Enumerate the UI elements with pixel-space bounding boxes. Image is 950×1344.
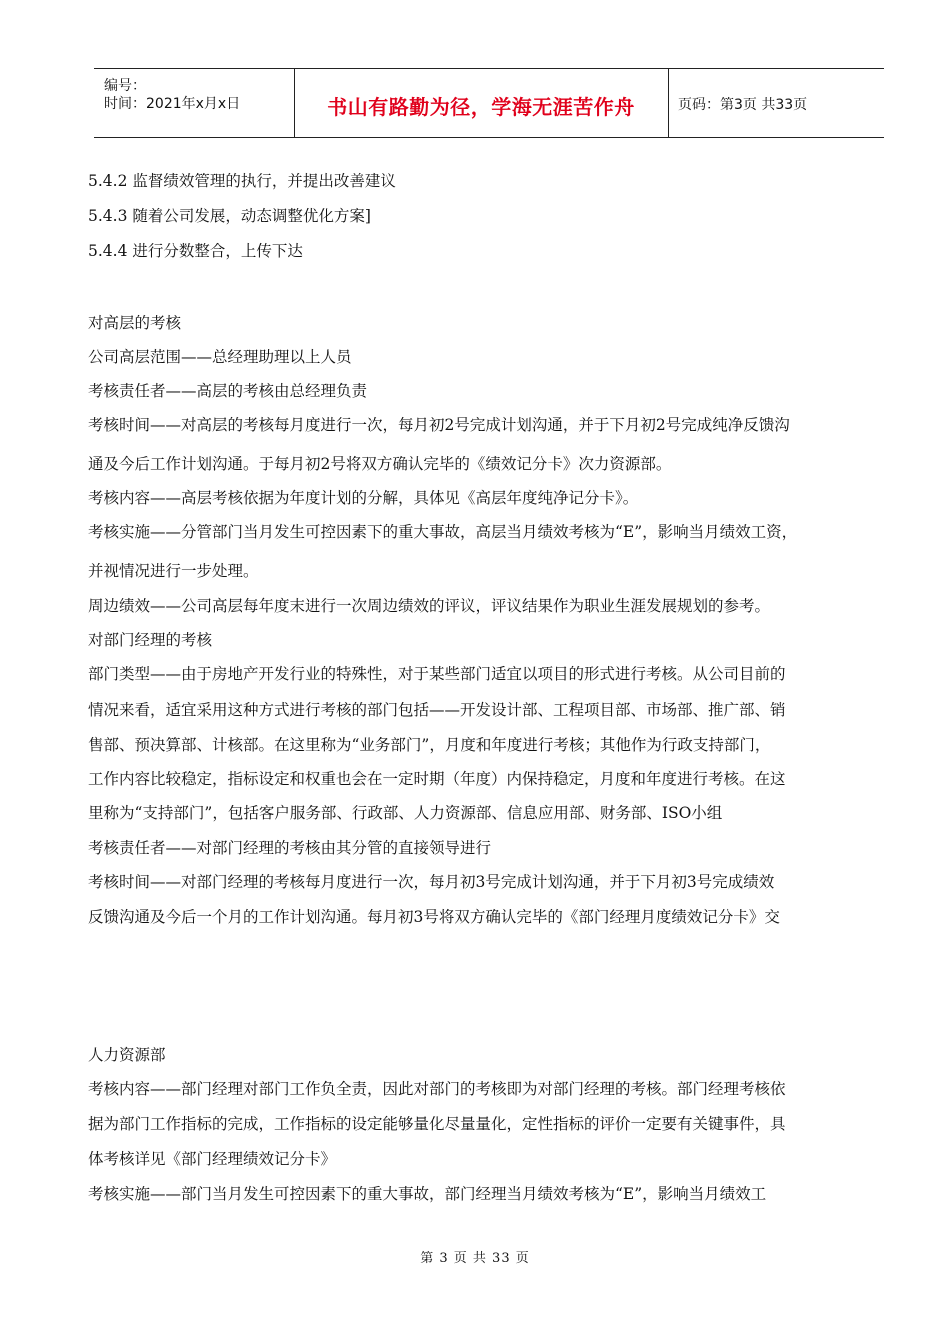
body-line: 周边绩效——公司高层每年度末进行一次周边绩效的评议，评议结果作为职业生涯发展规划的参考。 xyxy=(88,597,771,615)
body-line: 工作内容比较稳定，指标设定和权重也会在一定时期（年度）内保持稳定，月度和年度进行考核。在这 xyxy=(88,770,786,788)
body-line: 情况来看，适宜采用这种方式进行考核的部门包括——开发设计部、工程项目部、市场部、推广部、销 xyxy=(88,701,786,719)
body-line: 据为部门工作指标的完成，工作指标的设定能够量化尽量量化，定性指标的评价一定要有关键事件，具 xyxy=(88,1115,786,1133)
body-line: 人力资源部 xyxy=(88,1046,166,1064)
body-line: 5.4.4 进行分数整合，上传下达 xyxy=(88,242,303,260)
body-line: 考核责任者——高层的考核由总经理负责 xyxy=(88,382,368,400)
body-line: 考核责任者——对部门经理的考核由其分管的直接领导进行 xyxy=(88,839,492,857)
body-line: 考核时间——对高层的考核每月度进行一次，每月初2号完成计划沟通，并于下月初2号完成纯净反馈沟 xyxy=(88,416,790,434)
body-line: 5.4.2 监督绩效管理的执行，并提出改善建议 xyxy=(88,172,396,190)
body-line: 反馈沟通及今后一个月的工作计划沟通。每月初3号将双方确认完毕的《部门经理月度绩效记分卡》交 xyxy=(88,908,780,926)
body-line: 部门类型——由于房地产开发行业的特殊性，对于某些部门适宜以项目的形式进行考核。从公司目前的 xyxy=(88,665,786,683)
body-line: 售部、预决算部、计核部。在这里称为“业务部门”，月度和年度进行考核；其他作为行政支持部门， xyxy=(88,736,771,754)
header-page-number: 页码：第3页 共33页 xyxy=(678,97,808,113)
body-line: 通及今后工作计划沟通。于每月初2号将双方确认完毕的《绩效记分卡》次力资源部。 xyxy=(88,455,672,473)
header-page-cell xyxy=(668,69,884,137)
header-motto: 书山有路勤为径，学海无涯苦作舟 xyxy=(327,95,635,119)
body-line: 5.4.3 随着公司发展，动态调整优化方案] xyxy=(88,207,371,225)
page-footer: 第 3 页 共 33 页 xyxy=(420,1251,530,1266)
section-heading: 对部门经理的考核 xyxy=(88,631,213,649)
body-line: 体考核详见《部门经理绩效记分卡》 xyxy=(88,1150,337,1168)
body-line: 里称为“支持部门”，包括客户服务部、行政部、人力资源部、信息应用部、财务部、ISO小组 xyxy=(88,804,723,822)
page-header xyxy=(94,68,884,138)
body-line: 考核内容——部门经理对部门工作负全责，因此对部门的考核即为对部门经理的考核。部门经理考核依 xyxy=(88,1080,786,1098)
body-line: 公司高层范围——总经理助理以上人员 xyxy=(88,348,352,366)
document-number-label: 编号： xyxy=(104,78,146,94)
body-line: 考核实施——部门当月发生可控因素下的重大事故，部门经理当月绩效考核为“E”，影响当月绩效工 xyxy=(88,1185,767,1203)
body-line: 考核时间——对部门经理的考核每月度进行一次，每月初3号完成计划沟通，并于下月初3号完成绩效 xyxy=(88,873,775,891)
document-time-label: 时间：2021年x月x日 xyxy=(104,96,241,112)
header-meta-cell xyxy=(94,69,295,137)
body-line: 并视情况进行一步处理。 xyxy=(88,562,259,580)
body-line: 考核实施——分管部门当月发生可控因素下的重大事故，高层当月绩效考核为“E”，影响当月绩效工资， xyxy=(88,523,798,541)
section-heading: 对高层的考核 xyxy=(88,314,182,332)
body-line: 考核内容——高层考核依据为年度计划的分解，具体见《高层年度纯净记分卡》。 xyxy=(88,489,639,507)
header-motto-cell xyxy=(294,69,669,137)
